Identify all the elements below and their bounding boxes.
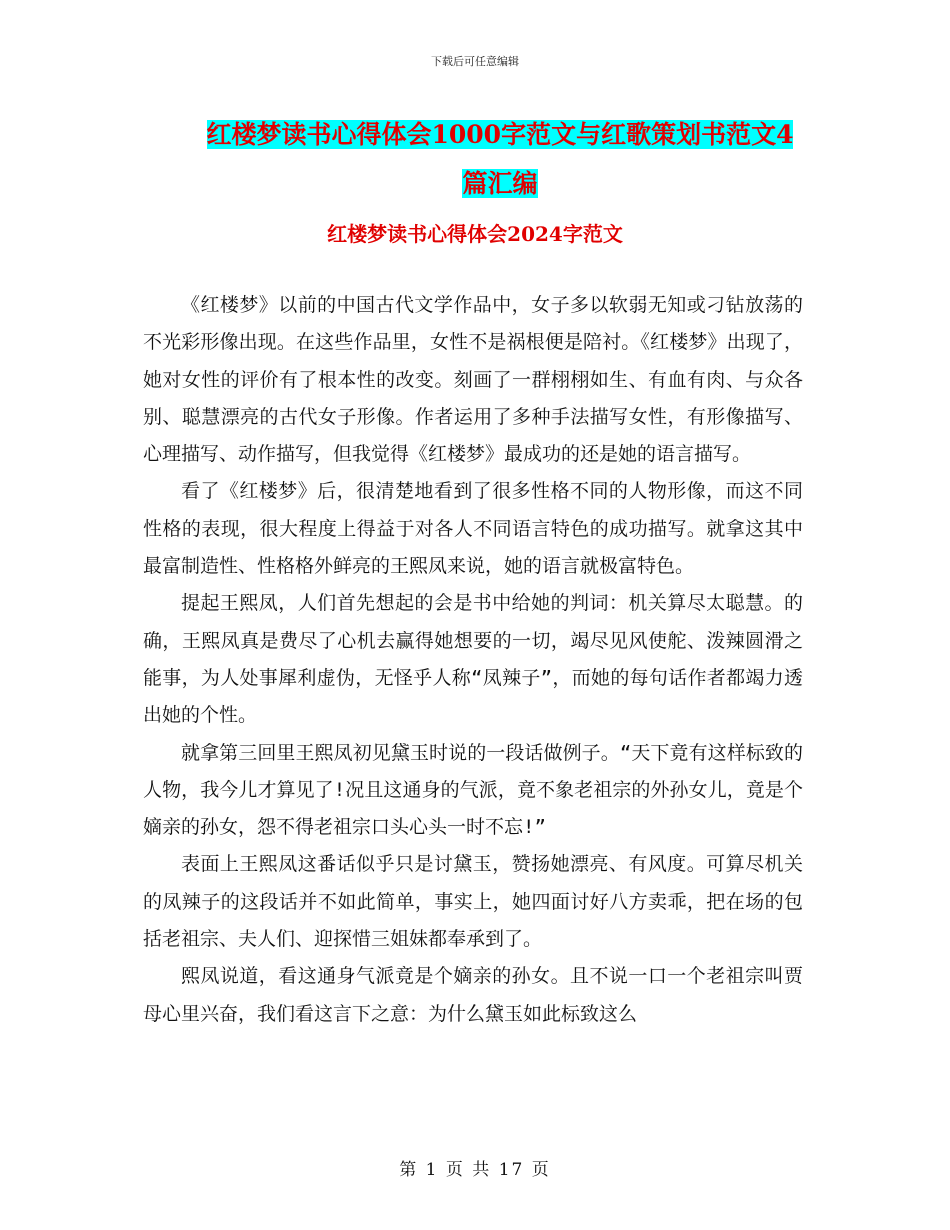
paragraph: 《红楼梦》以前的中国古代文学作品中，女子多以软弱无知或刁钻放荡的不光彩形像出现。在这些作品里，女性不是祸根便是陪衬。《红楼梦》出现了，她对女性的评价有了根本性的改变。刻画了一群栩栩如生、有血有肉、与众各别、聪慧漂亮的古代女子形像。作者运用了多种手法描写女性，有形像描写、心理描写、动作描写，但我觉得《红楼梦》最成功的还是她的语言描写。: [143, 294, 803, 466]
document-title: [190, 110, 810, 208]
paragraph: 表面上王熙凤这番话似乎只是讨黛玉，赞扬她漂亮、有风度。可算尽机关的凤辣子的这段话并不如此简单，事实上，她四面讨好八方卖乖，把在场的包括老祖宗、夫人们、迎探惜三姐妹都奉承到了。: [143, 853, 803, 951]
paragraph: 熙凤说道，看这通身气派竟是个嫡亲的孙女。且不说一口一个老祖宗叫贾母心里兴奋，我们看这言下之意：为什么黛玉如此标致这么: [143, 965, 803, 1025]
section-title: 红楼梦读书心得体会2024字范文: [327, 222, 623, 246]
page-number: 第 1 页 共 17 页: [399, 1160, 551, 1180]
paragraph: 看了《红楼梦》后，很清楚地看到了很多性格不同的人物形像，而这不同性格的表现，很大程度上得益于对各人不同语言特色的成功描写。就拿这其中最富制造性、性格格外鲜亮的王熙凤来说，她的语言就极富特色。: [143, 480, 803, 578]
body-text: [143, 287, 803, 1033]
paragraph: 提起王熙凤，人们首先想起的会是书中给她的判词：机关算尽太聪慧。的确，王熙凤真是费尽了心机去赢得她想要的一切，竭尽见风使舵、泼辣圆滑之能事，为人处事犀利虚伪，无怪乎人称“凤辣子”，而她的每句话作者都竭力透出她的个性。: [143, 592, 803, 727]
page-header-note: 下载后可任意编辑: [431, 55, 519, 68]
document-title-line2: 篇汇编: [462, 169, 538, 198]
paragraph: 就拿第三回里王熙凤初见黛玉时说的一段话做例子。“天下竟有这样标致的人物，我今儿才算见了!况且这通身的气派，竟不象老祖宗的外孙女儿，竟是个嫡亲的孙女，怨不得老祖宗口头心头一时不忘!”: [143, 741, 803, 839]
document-title-line1: 红楼梦读书心得体会1000字范文与红歌策划书范文4: [206, 120, 794, 149]
